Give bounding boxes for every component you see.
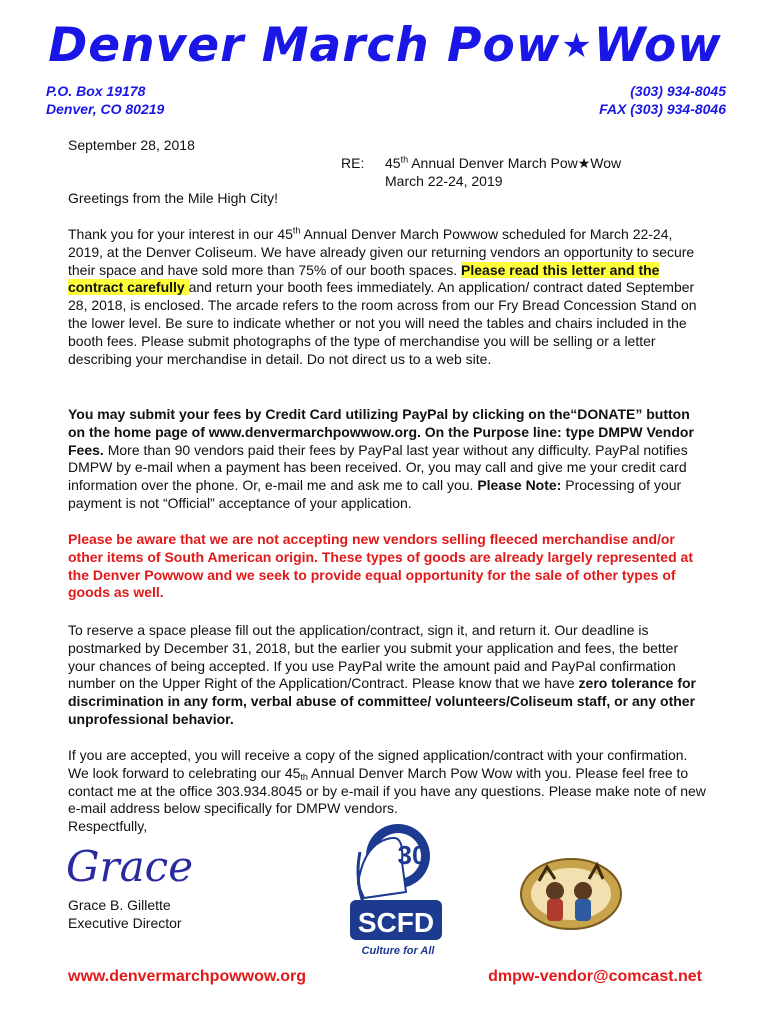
- signer-block: [68, 896, 182, 932]
- p1-text-c: and return your booth fees immediately. An application/ contract dated September 28, 2018, is enclosed. The arcade refers to the room across from our Fry Bread Concession Stand on the lower level. Be sure to indicate whether or not you will need the tables and chairs included in the booth fees. Please submit photographs of the type of merchandise you will be selling or a letter describing your merchandise in detail. Do not direct us to a web site.: [68, 279, 697, 367]
- re-text-a: Annual Denver March Pow: [408, 155, 578, 171]
- signature: Grace: [66, 842, 194, 891]
- p1-sup: th: [292, 225, 301, 236]
- p2-bold2: Please Note:: [477, 477, 562, 494]
- letter-date: September 28, 2018: [68, 137, 195, 153]
- paragraph-reserve: [68, 622, 708, 729]
- paragraph-warning: Please be aware that we are not accepting new vendors selling fleeced merchandise and/or other items of South American origin. These types of goods are already largely represented at the Denver Powwow and we seek to provide equal opportunity for the sale of other types of goods as well.: [68, 531, 693, 601]
- re-label: RE:: [341, 155, 365, 171]
- address-line1: P.O. Box 19178: [46, 83, 146, 99]
- re-text-b: Wow: [590, 155, 622, 171]
- re-sup: th: [400, 154, 409, 165]
- scfd-number: 30: [397, 840, 427, 870]
- greeting: Greetings from the Mile High City!: [68, 190, 279, 206]
- re-line2: March 22-24, 2019: [385, 173, 503, 189]
- p1-text-a: Thank you for your interest in our 45: [68, 226, 293, 242]
- letterhead-title: [40, 18, 730, 73]
- highlighted-instruction: Please read this letter and the contract carefully: [68, 261, 660, 296]
- signer-title: Executive Director: [68, 915, 182, 931]
- phone-block: [599, 82, 726, 118]
- paragraph-intro: [68, 226, 708, 368]
- re-star-icon: ★: [577, 155, 591, 171]
- mailing-address: [46, 82, 164, 118]
- p2-text-b: Processing of your payment is not “Official” acceptance of your application.: [68, 477, 682, 511]
- title-part1: Denver March Pow: [48, 18, 561, 73]
- scfd-logo: [344, 822, 448, 960]
- closing-word: Respectfully,: [68, 818, 148, 835]
- re-line1: [385, 154, 621, 172]
- p2-bold: You may submit your fees by Credit Card utilizing PayPal by clicking on the“DONATE” button on the home page of www.denvermarchpowwow.org. On the Purpose line: type DMPW Vendor Fees.: [68, 406, 694, 458]
- scfd-tagline: Culture for All: [361, 945, 435, 957]
- paragraph-payment: [68, 406, 708, 513]
- scfd-text: SCFD: [357, 907, 435, 938]
- p4-text-a: To reserve a space please fill out the application/contract, sign it, and return it. Our deadline is postmarked by December 31, 2018, but the earlier you submit your application and fees, the better your chances of being accepted. If you use PayPal write the amount paid and PayPal confirmation number on the Upper Right of the Application/Contract. Please know that we have: [68, 622, 679, 692]
- re-subject: [385, 154, 621, 190]
- phone-number: (303) 934-8045: [630, 83, 726, 99]
- p5-text-a: If you are accepted, you will receive a copy of the signed application/contract with your confirmation. We look forward to celebrating our 45: [68, 747, 688, 781]
- association-seal-logo: [519, 857, 623, 931]
- re-ordinal: 45: [385, 155, 401, 171]
- p1-text-b: Annual Denver March Powwow scheduled for March 22-24, 2019, at the Denver Coliseum. We have already given our returning vendors an opportunity to secure their space and have sold more than 75% of our booth spaces.: [68, 226, 695, 278]
- star-icon: ★: [561, 26, 593, 66]
- p2-text-a: More than 90 vendors paid their fees by PayPal last year without any difficulty. PayPal notifies DMPW by e-mail when a payment has been received. Or, you may call and give me your credit card information over the phone. Or, e-mail me and ask me to call you.: [68, 441, 688, 494]
- title-part2: Wow: [593, 18, 722, 73]
- p4-bold: zero tolerance for discrimination in any form, verbal abuse of committee/ volunteers/Coliseum staff, or any other unprofessional behavior.: [68, 675, 697, 727]
- p5-sub: th: [300, 771, 308, 782]
- address-line2: Denver, CO 80219: [46, 101, 165, 117]
- fax-number: FAX (303) 934-8046: [599, 101, 726, 117]
- signer-name: Grace B. Gillette: [68, 897, 171, 913]
- p5-text-b: Annual Denver March Pow Wow with you. Please feel free to contact me at the office 303.934.8045 or by e-mail if you have any questions. Please make note of new e-mail address below specifically for DMPW vendors.: [68, 764, 706, 817]
- website-link[interactable]: www.denvermarchpowwow.org: [68, 968, 306, 985]
- email-link[interactable]: dmpw-vendor@comcast.net: [488, 968, 702, 985]
